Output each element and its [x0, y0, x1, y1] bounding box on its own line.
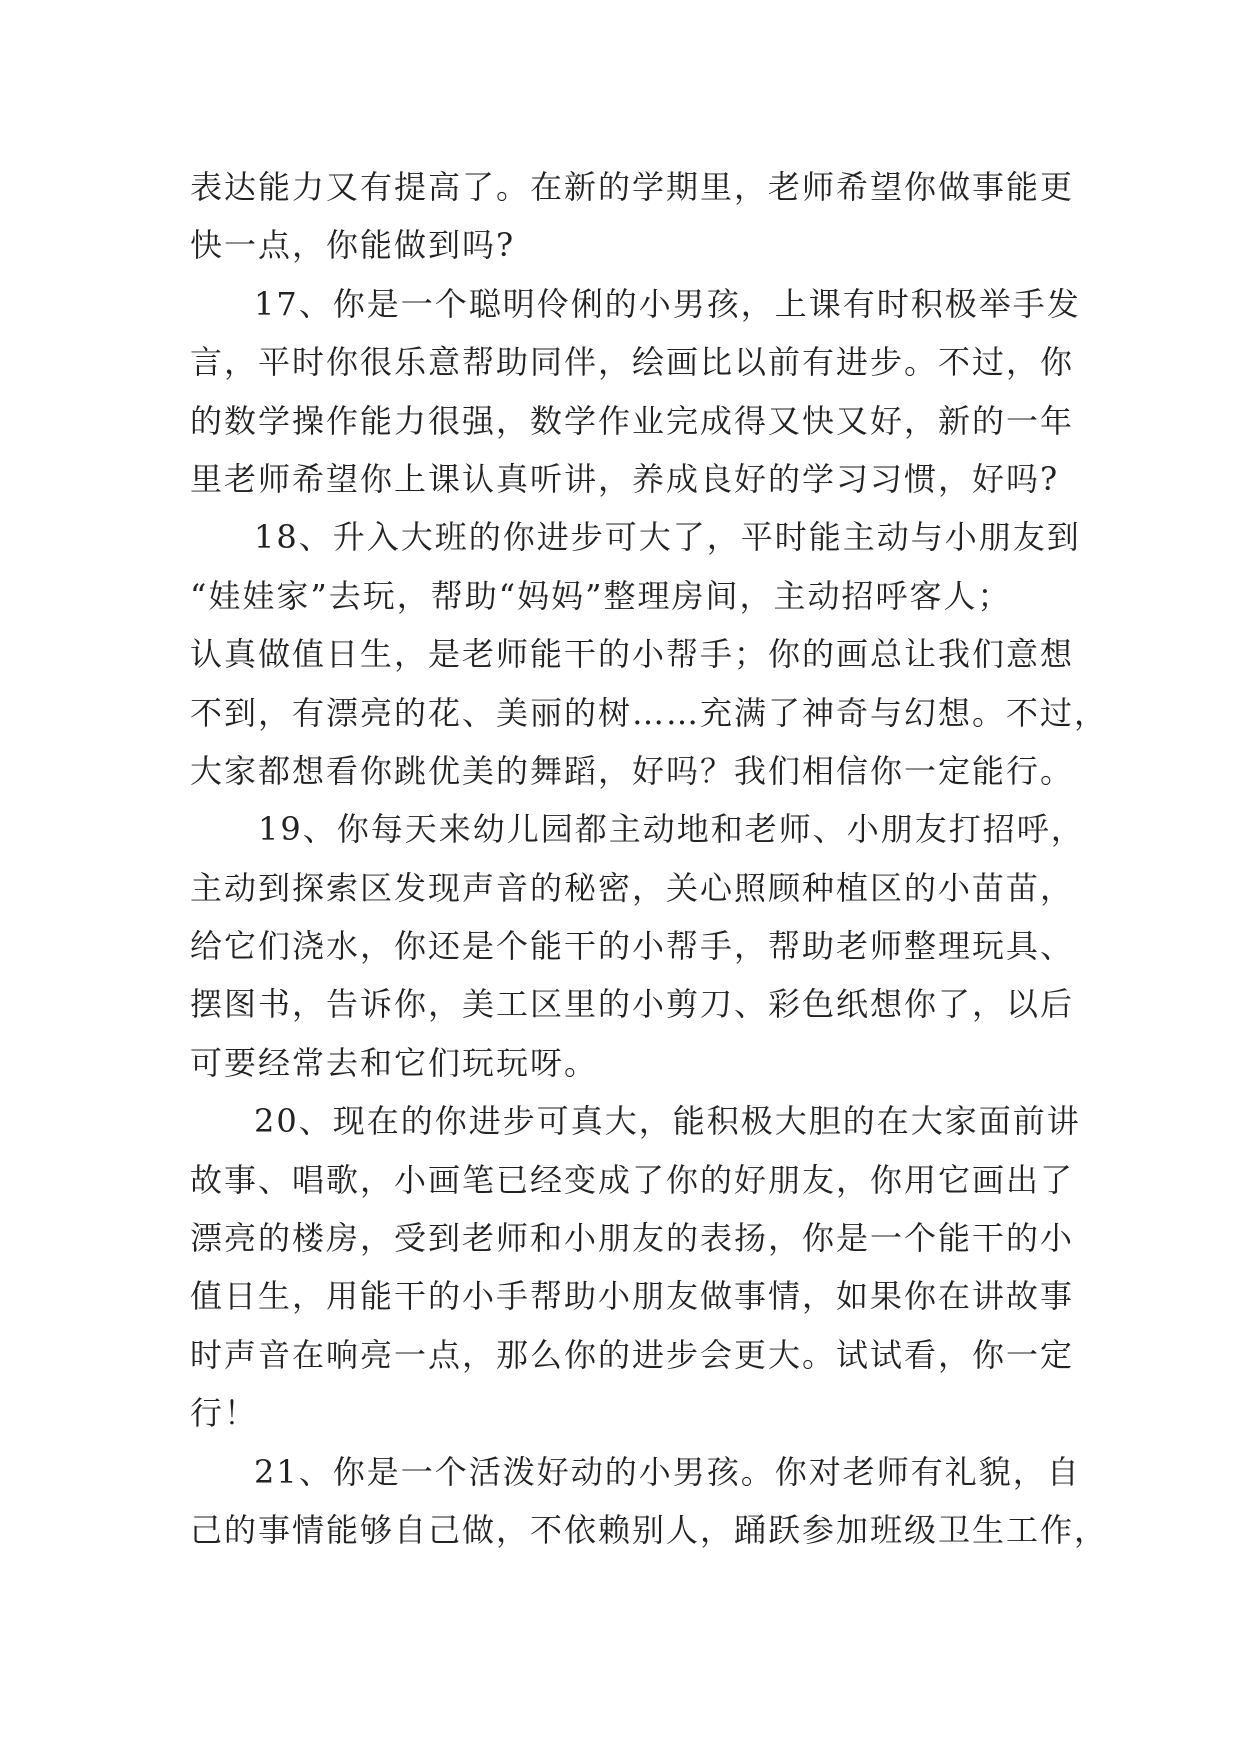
paragraph-18-start: 18、升入大班的你进步可大了，平时能主动与小朋友到 — [254, 518, 1081, 557]
text-line: 时声音在响亮一点，那么你的进步会更大。试试看，你一定 — [190, 1335, 1075, 1374]
text-line: 值日生，用能干的小手帮助小朋友做事情，如果你在讲故事 — [190, 1277, 1075, 1316]
text-line: 表达能力又有提高了。在新的学期里，老师希望你做事能更 — [190, 168, 1075, 206]
body-text — [190, 158, 1109, 1559]
text-line: 己的事情能够自己做，不依赖别人，踊跃参加班级卫生工作， — [190, 1510, 1109, 1549]
text-line: 可要经常去和它们玩玩呀。 — [190, 1043, 599, 1082]
text-line: 漂亮的楼房，受到老师和小朋友的表扬，你是一个能干的小 — [190, 1219, 1075, 1258]
text-line: 行！ — [190, 1394, 259, 1433]
text-line: “娃娃家”去玩，帮助“妈妈”整理房间，主动招呼客人； — [190, 576, 1012, 615]
paragraph-20-start: 20、现在的你进步可真大，能积极大胆的在大家面前讲 — [254, 1102, 1081, 1141]
text-line: 大家都想看你跳优美的舞蹈，好吗？我们相信你一定能行。 — [190, 751, 1075, 790]
paragraph-21-start: 21、你是一个活泼好动的小男孩。你对老师有礼貌，自 — [254, 1452, 1081, 1491]
text-line: 里老师希望你上课认真听讲，养成良好的学习习惯，好吗? — [190, 459, 1060, 498]
text-line: 主动到探索区发现声音的秘密，关心照顾种植区的小苗苗， — [190, 868, 1075, 907]
text-line: 认真做值日生，是老师能干的小帮手；你的画总让我们意想 — [190, 635, 1075, 674]
text-line: 的数学操作能力很强，数学作业完成得又快又好，新的一年 — [190, 401, 1075, 440]
text-line: 不到，有漂亮的花、美丽的树……充满了神奇与幻想。不过， — [190, 693, 1109, 732]
text-line: 故事、唱歌，小画笔已经变成了你的好朋友，你用它画出了 — [190, 1160, 1075, 1199]
paragraph-19-start: 19、你每天来幼儿园都主动地和老师、小朋友打招呼， — [258, 810, 1085, 849]
text-line: 言，平时你很乐意帮助同伴，绘画比以前有进步。不过，你 — [190, 343, 1075, 382]
text-line: 给它们浇水，你还是个能干的小帮手，帮助老师整理玩具、 — [190, 927, 1075, 966]
paragraph-17-start: 17、你是一个聪明伶俐的小男孩，上课有时积极举手发 — [254, 284, 1081, 323]
text-line: 摆图书，告诉你，美工区里的小剪刀、彩色纸想你了，以后 — [190, 985, 1075, 1024]
text-line: 快一点，你能做到吗? — [190, 226, 516, 265]
